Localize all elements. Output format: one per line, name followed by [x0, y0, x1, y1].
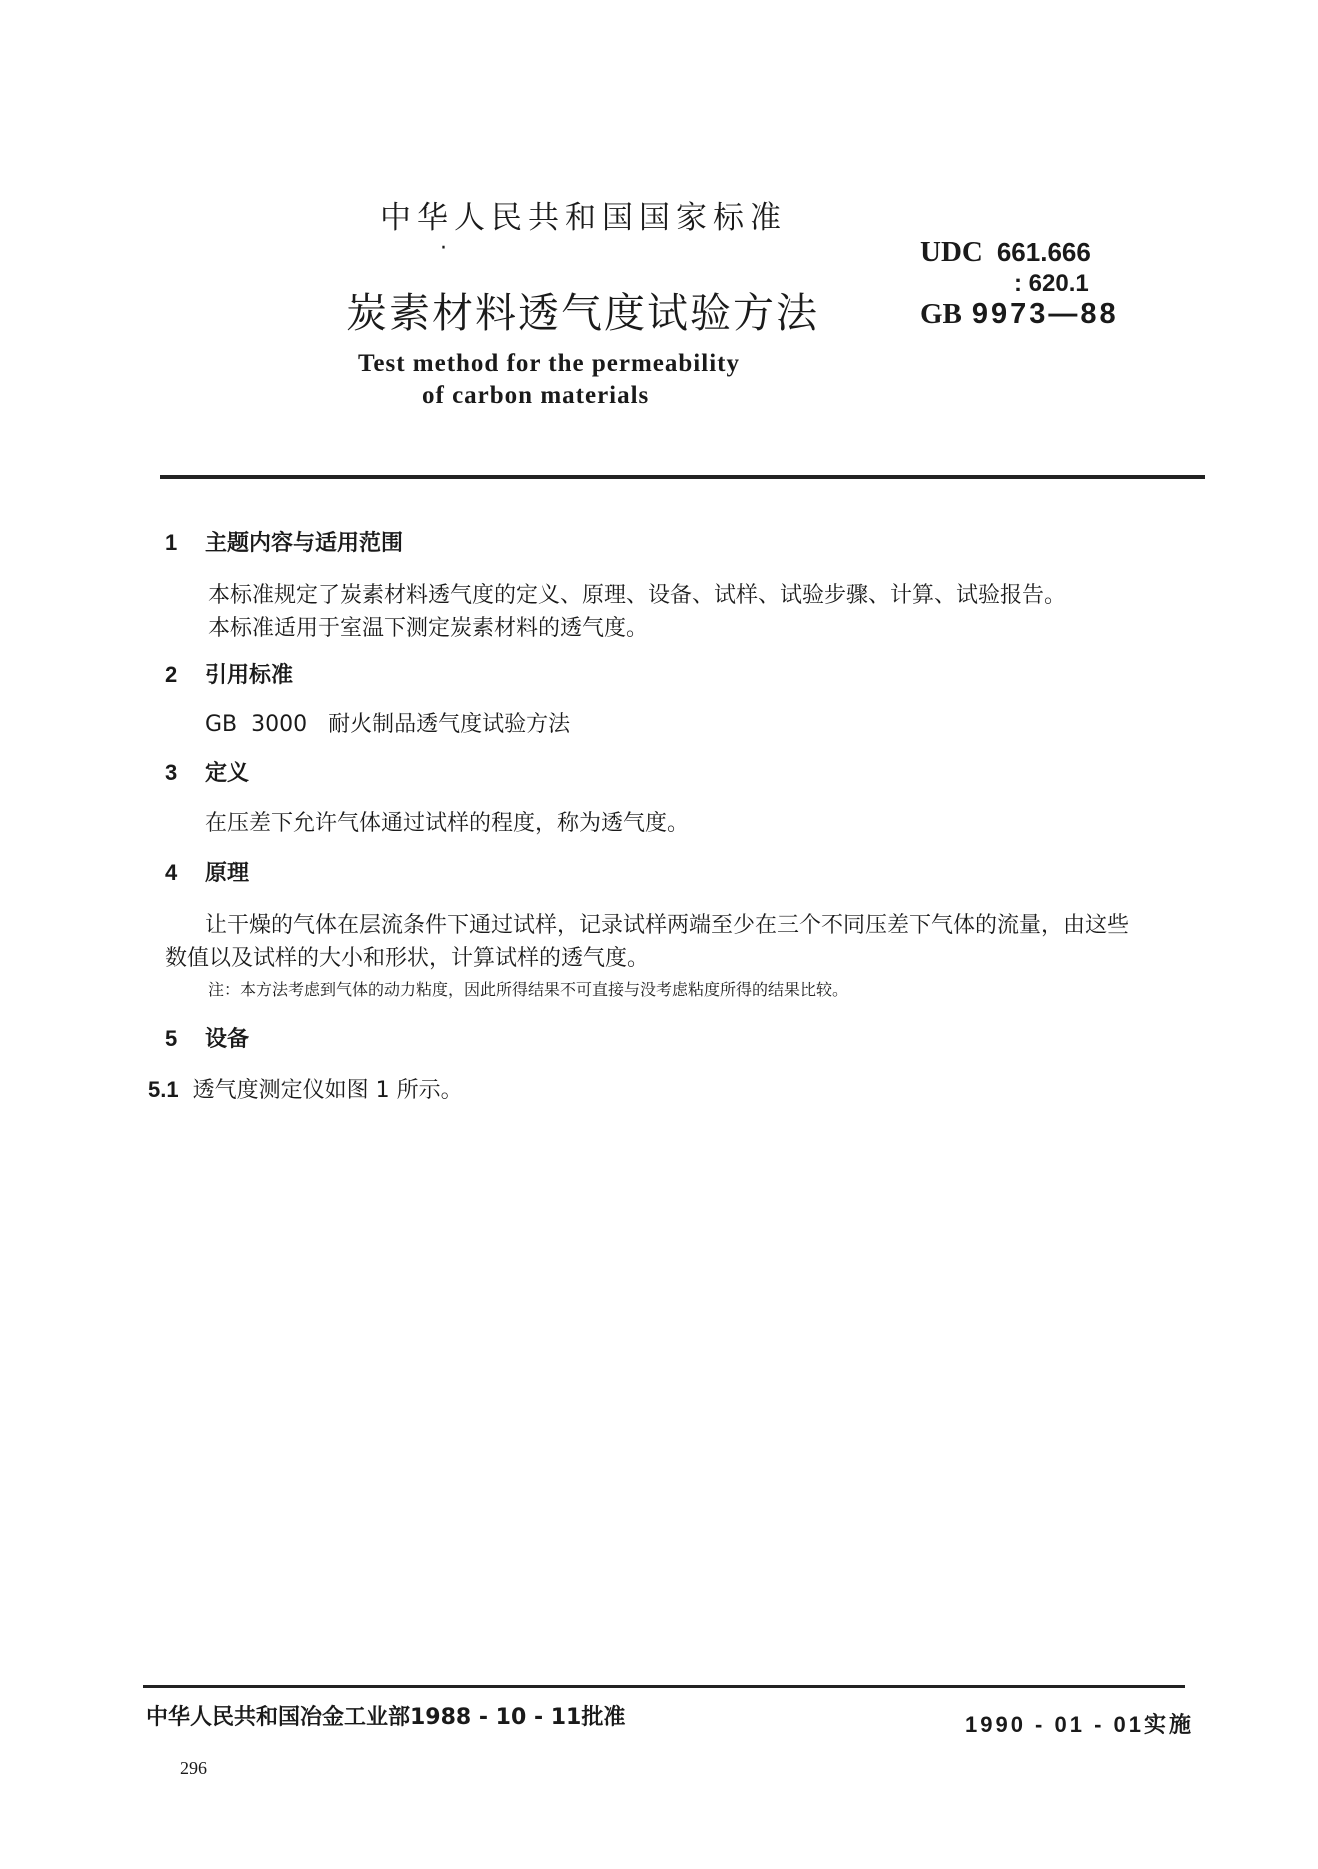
document-title-en-line2: of carbon materials: [422, 382, 650, 409]
effective-date: 1990 - 01 - 01实施: [965, 1712, 1194, 1737]
section-number: 4: [165, 860, 178, 885]
subsection-number: 5.1: [148, 1077, 179, 1102]
national-standard-heading: 中华人民共和国国家标准: [380, 200, 787, 236]
section-title: 原理: [205, 861, 250, 886]
section-number: 3: [165, 760, 178, 785]
section-4-paragraph-line-1: 让干燥的气体在层流条件下通过试样，记录试样两端至少在三个不同压差下气体的流量，由这些: [205, 913, 1130, 938]
section-4-paragraph-line-2: 数值以及试样的大小和形状，计算试样的透气度。: [165, 946, 650, 971]
document-title-cn: 炭素材料透气度试验方法: [346, 289, 819, 337]
footer-divider: [143, 1685, 1185, 1688]
section-title: 定义: [205, 761, 250, 786]
section-title: 引用标准: [205, 663, 294, 688]
udc-label: UDC: [920, 236, 983, 268]
section-4-heading: [165, 856, 249, 887]
subsection-text: 透气度测定仪如图 1 所示。: [192, 1078, 463, 1103]
section-2-reference: GB 3000 耐火制品透气度试验方法: [205, 712, 571, 737]
section-3-heading: [165, 756, 249, 787]
section-1-heading: [165, 526, 403, 557]
section-number: 2: [165, 662, 178, 687]
header-divider: [160, 475, 1205, 479]
section-title: 主题内容与适用范围: [205, 531, 404, 556]
approval-line: 中华人民共和国冶金工业部1988 - 10 - 11批准: [146, 1705, 626, 1730]
section-number: 1: [165, 530, 178, 555]
gb-code: 9973—88: [971, 298, 1119, 330]
udc-code-secondary: : 620.1: [1014, 270, 1089, 297]
gb-label: GB: [920, 298, 962, 330]
gb-line: [920, 298, 1119, 331]
udc-line: [920, 236, 1091, 269]
document-title-en-line1: Test method for the permeability: [358, 350, 740, 377]
section-2-heading: [165, 658, 293, 689]
section-1-paragraph-2: 本标准适用于室温下测定炭素材料的透气度。: [208, 616, 649, 641]
section-4-note: 注：本方法考虑到气体的动力粘度，因此所得结果不可直接与没考虑粘度所得的结果比较。: [208, 980, 849, 999]
subsection-5-1: [148, 1073, 463, 1104]
section-3-paragraph: 在压差下允许气体通过试样的程度，称为透气度。: [205, 811, 690, 836]
section-1-paragraph-1: 本标准规定了炭素材料透气度的定义、原理、设备、试样、试验步骤、计算、试验报告。: [208, 583, 1067, 608]
section-number: 5: [165, 1026, 178, 1051]
udc-code: 661.666: [996, 237, 1091, 267]
section-5-heading: [165, 1022, 249, 1053]
page-number: 296: [180, 1758, 207, 1778]
title-dot: ·: [440, 236, 447, 261]
section-title: 设备: [205, 1027, 250, 1052]
